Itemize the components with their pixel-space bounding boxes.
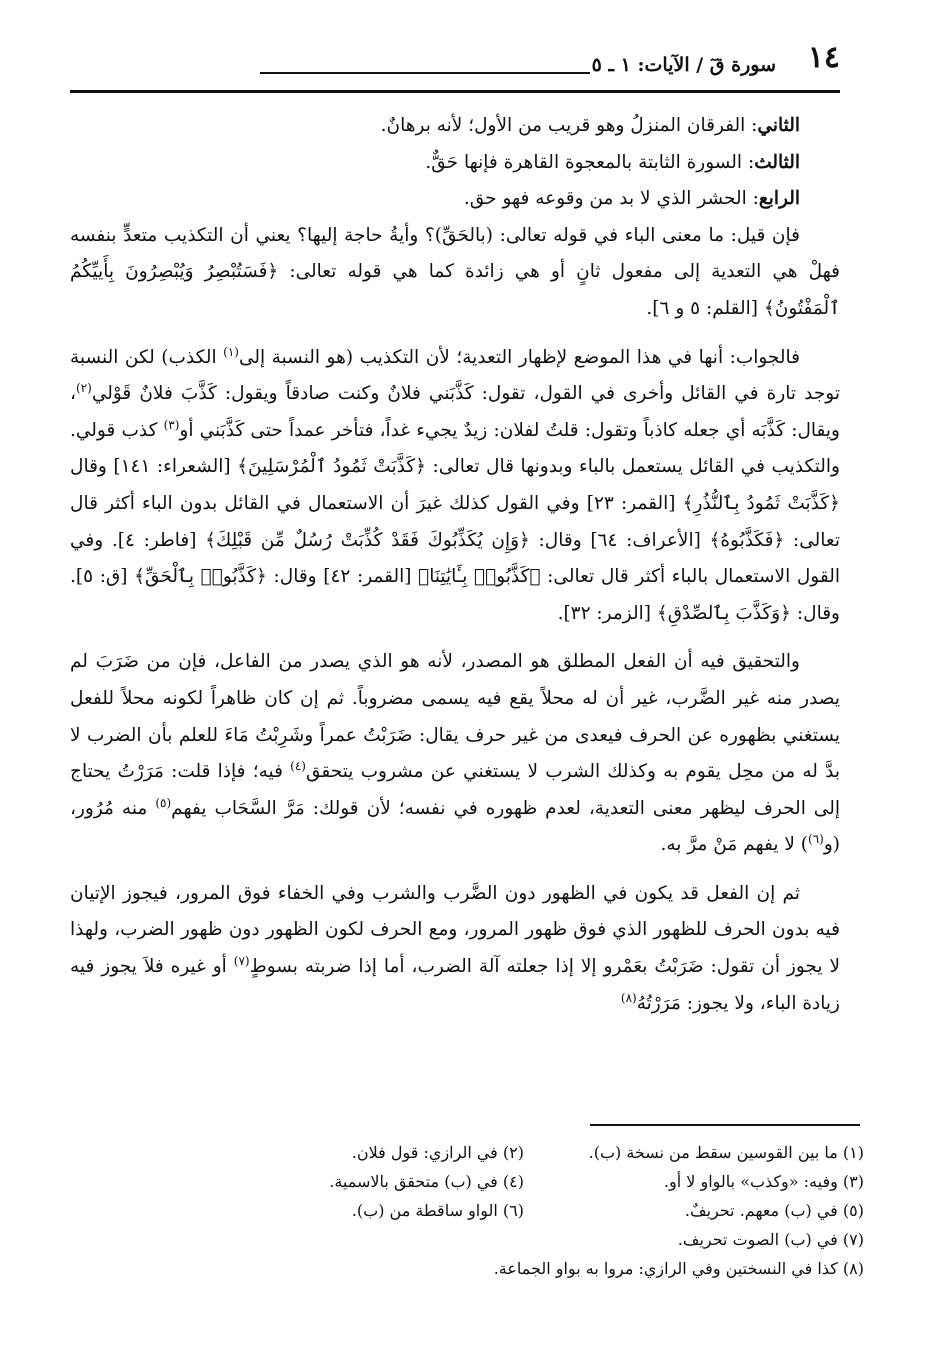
footnote-row bbox=[236, 1138, 864, 1167]
verification-text-4: ) لا يفهم مَنْ مرَّ به. bbox=[660, 834, 809, 856]
header-divider bbox=[70, 90, 840, 93]
footnote-1: (١) ما بين القوسين سقط من نسخة (ب). bbox=[588, 1143, 864, 1162]
footnotes bbox=[236, 1138, 864, 1283]
answer-text-3: ، ويقال: كَذَّبَه أي جعله كاذباً وتقول: قلتُ لفلان: زيدٌ يجيء غداً، فتأخر عمداً حتى كَذَّبَني أو bbox=[70, 383, 840, 441]
verification-text-3: منه مُرُور، (و bbox=[70, 797, 840, 856]
verification-text-2: فيه؛ فإذا قلت: مَرَرْتُ يحتاج إلى الحرف ليظهر معنى التعدية، لعدم ظهوره في نفسه؛ لأن قولك: مَرَّ السَّحَاب يفهم bbox=[70, 761, 840, 819]
paragraph-second-meaning bbox=[70, 108, 840, 145]
footnote-6: (٦) الواو ساقطة من (ب). bbox=[351, 1201, 524, 1220]
answer-text-4: كذب قولي. والتكذيب في القائل يستعمل بالباء وبدونها قال تعالى: ﴿كَذَّبَتْ ثَمُودُ ٱلْمُرْسَلِينَ﴾ [الشعراء: ١٤١] وقال ﴿كَذَّبَتْ ثَمُودُ بِٱلنُّذُرِ﴾ [القمر: ٢٣] وفي القول كذلك غيرَ أن الاستعمال في القائل بدون الباء أكثر قال تعالى: ﴿فَكَذَّبُوهُ﴾ [الأعراف: ٦٤] وقال: ﴿وَإِن يُكَذِّبُوكَ فَقَدْ كُذِّبَتْ رُسُلٌ مِّن قَبْلِكَ﴾ [فاطر: ٤]. وفي القول الاستعمال بالباء أكثر قال تعالى: ﴿كَذَّبُوا۟ بِـَٔايَٰتِنَا﴾ [القمر: ٤٢] وقال: ﴿كَذَّبُوا۟ بِٱلْحَقِّ﴾ [ق: ٥]. وقال: ﴿وَكَذَّبَ بِٱلصِّدْقِ﴾ [الزمر: ٣٢]. bbox=[70, 419, 841, 624]
surah-label: سورة قٓ / الآيات: ١ ـ ٥ bbox=[591, 54, 776, 76]
footnote-7: (٧) في (ب) الصوت تحريف. bbox=[677, 1230, 864, 1249]
answer-text-1: فالجواب: أنها في هذا الموضع لإظهار التعدية؛ لأن التكذيب (هو النسبة إلى bbox=[238, 346, 800, 368]
footnote-8: (٨) كذا في النسختين وفي الرازي: مروا به بواو الجماعة. bbox=[493, 1259, 864, 1278]
term-fourth: الرابع bbox=[758, 188, 800, 210]
paragraph-verb-visibility bbox=[70, 876, 840, 1022]
verification-text-1: والتحقيق فيه أن الفعل المطلق هو المصدر، لأنه هو الذي يصدر من الفاعل، فإن من ضَرَبَ لم يصدر منه غير الضَّرب، غير أن له محلاً يقع فيه يسمى مضروباً. ثم إن كان ظاهراً لكونه محلاً للفعل يستغني بظهوره عن الحرف فيعدى من غير حرف يقال: ضَرَبْتُ عمراً وشَرِبْتُ مَاءَ للعلم بأن الضرب لا بدَّ له من محِل يقوم به وكذلك الشرب لا يستغني عن مشروب يتحقق bbox=[70, 651, 840, 783]
text-second: : الفرقان المنزلُ وهو قريب من الأول؛ لأنه برهانٌ. bbox=[380, 115, 758, 136]
footnote-row bbox=[236, 1167, 864, 1196]
footnote-ref-5: (٥) bbox=[155, 795, 172, 810]
header-divider-short bbox=[260, 72, 590, 74]
footnote-ref-6: (٦) bbox=[808, 832, 824, 847]
page-number: ١٤ bbox=[807, 40, 840, 75]
page-header bbox=[70, 40, 840, 90]
paragraph-question: فإن قيل: ما معنى الباء في قوله تعالى: (بالحَقِّ)؟ وأيةُ حاجة إليها؟ يعني أن التكذيب متعدٍّ بنفسه فهلْ هي التعدية إلى مفعول ثانٍ أو هي زائدة كما هي قوله تعالى: ﴿فَسَتُبْصِرُ وَيُبْصِرُونَ بِأَييِّكُمُ ٱلْمَفْتُونُ﴾ [القلم: ٥ و ٦]. bbox=[70, 224, 840, 319]
term-second: الثاني bbox=[757, 115, 800, 136]
footnote-ref-7: (٧) bbox=[233, 953, 250, 968]
footnote-ref-3: (٣) bbox=[163, 417, 180, 432]
answer-text-2: الكذب) لكن النسبة توجد تارة في القائل وأخرى في القول، تقول: كَذَّبَني فلانٌ وكنت صادقاً ويقول: كَذَّبَ فلانٌ قَوْلي bbox=[70, 346, 840, 405]
footnote-divider bbox=[590, 1124, 860, 1126]
text-third: : السورة الثابتة بالمعجوة القاهرة فإنها حَقٌّ. bbox=[425, 151, 755, 173]
footnote-4: (٤) في (ب) متحقق بالاسمية. bbox=[329, 1172, 524, 1191]
paragraph-verification bbox=[70, 644, 840, 864]
footnote-5: (٥) في (ب) معهم. تحريفٌ. bbox=[684, 1201, 864, 1220]
visibility-text-2: أو غيره فلاَ يجوز فيه زيادة الباء، ولا يجوز: مَرَرْتُهُ bbox=[70, 956, 840, 1014]
term-third: الثالث bbox=[754, 151, 800, 173]
footnote-row bbox=[236, 1196, 864, 1225]
main-text bbox=[70, 108, 840, 1022]
paragraph-answer bbox=[70, 340, 840, 633]
text-fourth: : الحشر الذي لا بد من وقوعه فهو حق. bbox=[463, 188, 759, 210]
footnote-ref-2: (٢) bbox=[75, 381, 92, 395]
footnote-ref-8: (٨) bbox=[620, 990, 637, 1005]
footnote-2: (٢) في الرازي: قول فلان. bbox=[351, 1143, 524, 1162]
footnote-ref-4: (٤) bbox=[290, 758, 306, 773]
paragraph-fourth-meaning bbox=[70, 181, 840, 218]
paragraph-third-meaning bbox=[70, 145, 840, 182]
footnote-3: (٣) وفيه: «وكذب» بالواو لا أو. bbox=[663, 1172, 864, 1191]
visibility-text-1: ثم إن الفعل قد يكون في الظهور دون الضَّرب والشرب وفي الخفاء فوق المرور، فيجوز الإتيان فيه بدون الحرف للظهور الذي فوق ظهور المرور، ومع الحرف لكون الظهور دون ظهور الضرب، ولهذا لا يجوز أن تقول: ضَرَبْتُ بعَمْرو إلا إذا جعلته آلة الضرب، أما إذا ضربته بسوطٍ bbox=[70, 882, 840, 978]
footnote-ref-1: (١) bbox=[223, 344, 239, 359]
